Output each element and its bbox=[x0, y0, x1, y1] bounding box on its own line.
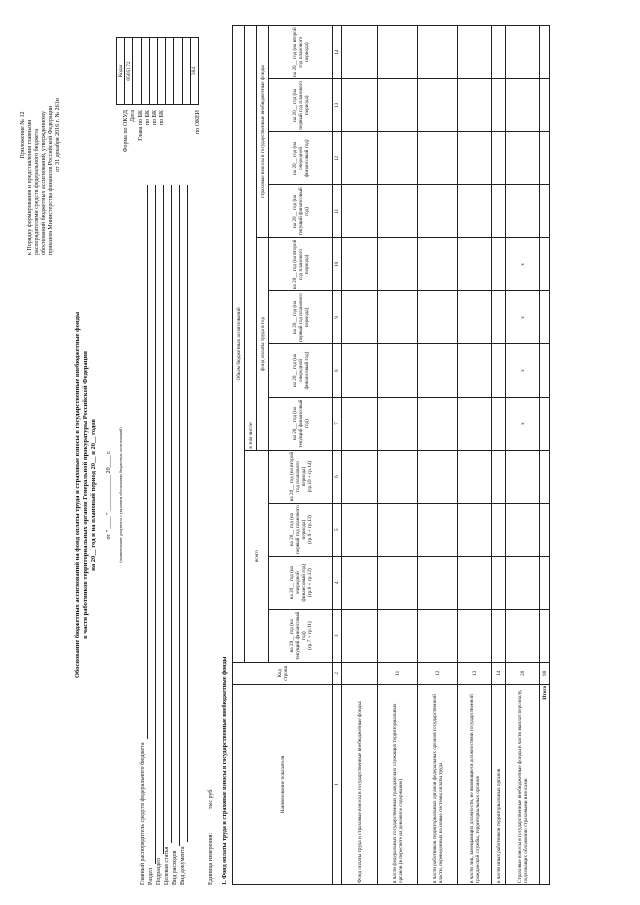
col-number: 14 bbox=[333, 26, 342, 79]
year-header: на 20__ год (на очередной финансовый год) bbox=[269, 132, 333, 185]
appendix-line: обоснований бюджетных ассигнований, утвержденному bbox=[41, 111, 47, 255]
code-label: Глава по БК bbox=[137, 110, 144, 141]
year-header: на 20__ год (на текущий финансовый год) bbox=[269, 397, 333, 450]
row-code: 13 bbox=[458, 662, 492, 684]
col-number: 6 bbox=[333, 450, 342, 503]
group-fot-header: фонд оплаты труда в год bbox=[257, 238, 269, 450]
row-code: 14 bbox=[492, 662, 506, 684]
field-label: Вид документа bbox=[180, 846, 186, 885]
row-code: 20 bbox=[506, 662, 540, 684]
document-title bbox=[74, 175, 98, 815]
code-label bbox=[166, 110, 173, 170]
col-number: 3 bbox=[333, 609, 342, 662]
col-number: 8 bbox=[333, 344, 342, 397]
bk-code bbox=[166, 38, 174, 105]
code-label: Форма по ОКУД bbox=[123, 110, 130, 153]
bk-code bbox=[149, 38, 157, 105]
codes-table bbox=[116, 37, 199, 105]
row-name: в части иных работников территориальных органов bbox=[492, 684, 506, 884]
group-total-header: Объем бюджетных ассигнований bbox=[233, 26, 245, 663]
okei-code: 384 bbox=[190, 38, 198, 105]
appendix-line: от 31 декабря 2016 г. № 261н bbox=[55, 98, 61, 172]
field-line bbox=[164, 185, 172, 843]
unit-value: тыс руб bbox=[208, 789, 214, 810]
group-all-header: всего bbox=[245, 450, 269, 662]
col-number: 1 bbox=[333, 684, 342, 884]
row-name: в части лиц, замещающих должности, не являющиеся должностями государственной гражданской службы, территориальных органов bbox=[458, 684, 492, 884]
blank-code bbox=[182, 38, 190, 105]
field-label: Раздел bbox=[148, 868, 154, 885]
year-header: на 20__ год (на второй год планового периода) bbox=[269, 238, 333, 291]
field-label: Подраздел bbox=[156, 858, 162, 885]
unit-label: Единица измерения: bbox=[208, 832, 214, 885]
title-line: Обоснование бюджетных ассигнований на фонд оплаты труда и страховые взносы в государственные внебюджетные фонды bbox=[74, 311, 81, 679]
bk-code bbox=[157, 38, 165, 105]
code-label: по ОКЕИ bbox=[194, 110, 201, 135]
row-code: 90 bbox=[540, 662, 550, 684]
title-line: на 20__ год и на плановый период 20__ и 20__ годов bbox=[90, 419, 97, 571]
col-number: 2 bbox=[333, 662, 342, 684]
code-labels bbox=[116, 110, 202, 170]
appendix-line: приказом Министерства финансов Российской Федерации bbox=[48, 105, 54, 255]
col-number: 12 bbox=[333, 132, 342, 185]
appendix-line: распорядителями средств федерального бюджета bbox=[34, 128, 40, 255]
code-label: Дата bbox=[130, 110, 137, 122]
section-title: 1. Фонд оплаты труда и страховые взносы в государственные внебюджетные фонды bbox=[222, 656, 228, 885]
row-name: в части работников территориальных органов федеральных органов государственной власти, переведенных на новые системы оплаты труда bbox=[418, 684, 458, 884]
field-label: Главный распорядитель средств федерального бюджета bbox=[140, 742, 146, 885]
row-code: 12 bbox=[418, 662, 458, 684]
year-header: на 20__ год (на текущий финансовый год) bbox=[269, 185, 333, 238]
header-fields bbox=[140, 185, 188, 885]
year-header: на 20__ год (на первый год планового периода) bbox=[269, 291, 333, 344]
field-label: Целевая статья bbox=[164, 846, 170, 885]
appendix-note bbox=[20, 15, 62, 255]
codes-header: Коды bbox=[117, 38, 125, 105]
appendix-line: к Порядку формирования и представления главными bbox=[27, 119, 33, 255]
main-table bbox=[232, 25, 550, 885]
okud-code: 0505172 bbox=[125, 38, 133, 105]
year-header: на 20__ год (на второй год планового периода) (гр.10 + гр.14) bbox=[269, 450, 333, 503]
year-header: на 20__ год (на первый год планового периода) bbox=[269, 79, 333, 132]
col-number: 7 bbox=[333, 397, 342, 450]
year-header: на 20__ год (на очередной финансовый год) (гр.8 + гр.12) bbox=[269, 556, 333, 609]
date-code bbox=[133, 38, 141, 105]
row-code: 11 bbox=[378, 662, 418, 684]
field-line bbox=[140, 185, 148, 739]
col-number: 10 bbox=[333, 238, 342, 291]
cross-mark: x bbox=[506, 238, 540, 291]
code-label bbox=[174, 110, 181, 170]
year-header: на 20__ год (на текущий финансовый год) (гр.7 + гр.11) bbox=[269, 609, 333, 662]
group-ins-header: страховые взносы в государственные внебюджетные фонды bbox=[257, 26, 269, 238]
col-numbers-row bbox=[333, 26, 342, 885]
col-number: 9 bbox=[333, 291, 342, 344]
col-code-header: Код строки bbox=[233, 662, 333, 684]
cross-mark: x bbox=[506, 291, 540, 344]
group-incl-header: в том числе: bbox=[245, 26, 257, 451]
year-header: на 20__ год (на второй год планового периода) bbox=[269, 26, 333, 79]
table-row bbox=[378, 26, 418, 885]
table-row bbox=[458, 26, 492, 885]
blank-code bbox=[174, 38, 182, 105]
row-name: Страховые взносы в государственные внебюджетные фонды в части выплат персоналу, подлежащих обложению страховыми взносами bbox=[506, 684, 540, 884]
field-line bbox=[148, 185, 156, 864]
table-row bbox=[492, 26, 506, 885]
col-number: 11 bbox=[333, 185, 342, 238]
field-line bbox=[180, 185, 188, 842]
code-label: по БК bbox=[159, 110, 166, 126]
title-line: в части работников территориальных органов Генеральной прокуратуры Российской Федерации bbox=[82, 351, 89, 639]
row-name: в части федеральных государственных гражданских служащих территориальных органов (в пересчете на денежное содержание) bbox=[378, 684, 418, 884]
total-label: Итого bbox=[540, 684, 550, 884]
row-code bbox=[342, 662, 378, 684]
table-row bbox=[342, 26, 378, 885]
glava-code bbox=[141, 38, 149, 105]
col-number: 13 bbox=[333, 79, 342, 132]
col-number: 4 bbox=[333, 556, 342, 609]
row-name: Фонд оплаты труда и страховые взносы в государственные внебюджетные фонды: bbox=[342, 684, 378, 884]
field-line bbox=[172, 185, 180, 847]
col-name-header: Наименование показателя bbox=[233, 684, 333, 884]
cross-mark: x bbox=[506, 397, 540, 450]
code-label: по БК bbox=[144, 110, 151, 126]
total-row bbox=[540, 26, 550, 885]
date-line: от " ____ " ____________ 20____ г. bbox=[106, 450, 112, 540]
table-row bbox=[506, 26, 540, 885]
field-line bbox=[156, 185, 164, 854]
col-number: 5 bbox=[333, 503, 342, 556]
cross-mark: x bbox=[506, 344, 540, 397]
code-label: по БК bbox=[151, 110, 158, 126]
table-row bbox=[418, 26, 458, 885]
year-header: на 20__ год (на очередной финансовый год) bbox=[269, 344, 333, 397]
title-hint: (наименование документа с указанием обоснования бюджетных ассигнований) bbox=[118, 427, 123, 563]
year-header: на 20__ год (на первый год планового периода) (гр.9 + гр.13) bbox=[269, 503, 333, 556]
field-label: Вид расходов bbox=[172, 850, 178, 885]
appendix-number: Приложение № 12 bbox=[20, 111, 26, 159]
unit-line bbox=[208, 790, 215, 885]
